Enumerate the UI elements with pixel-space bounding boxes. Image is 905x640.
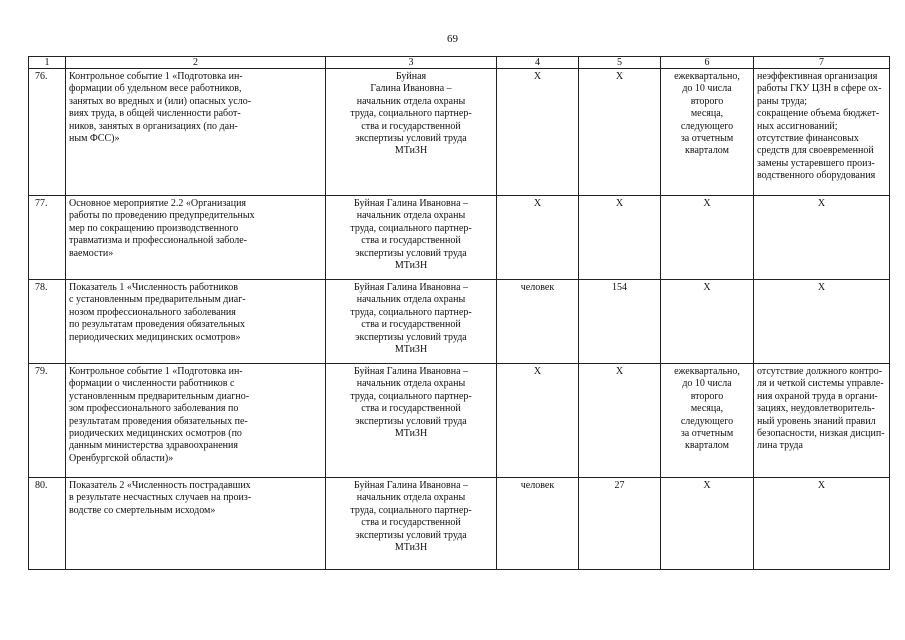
measures-table xyxy=(28,56,890,570)
column-header-3: 3 xyxy=(326,57,497,69)
responsible-person: Буйная Галина Ивановна – начальник отдела охраны труда, социального партнер- ства и государственной экспертизы условий труда МТиЗН xyxy=(326,478,497,570)
timing-cell: Х xyxy=(661,196,754,280)
row-number: 77. xyxy=(29,196,66,280)
page-number: 69 xyxy=(447,33,458,45)
timing-cell: ежеквартально, до 10 числа второго месяца, следующего за отчетным кварталом xyxy=(661,69,754,196)
timing-cell: ежеквартально, до 10 числа второго месяца, следующего за отчетным кварталом xyxy=(661,364,754,478)
column-header-7: 7 xyxy=(754,57,890,69)
unit-cell: Х xyxy=(497,364,579,478)
responsible-person: Буйная Галина Ивановна – начальник отдела охраны труда, социального партнер- ства и государственной экспертизы условий труда МТиЗН xyxy=(326,196,497,280)
header-row xyxy=(29,57,890,69)
unit-cell: человек xyxy=(497,280,579,364)
value-cell: 154 xyxy=(579,280,661,364)
measure-description: Контрольное событие 1 «Подготовка ин- формации о численности работников с установленным предварительным диагно- зом профессионального заболевания по результатам проведения обязательных пе- риодических медицинских осмотров (по данным министерства здравоохранения Оренбургской области)» xyxy=(66,364,326,478)
measure-description: Основное мероприятие 2.2 «Организация работы по проведению предупредительных мер по сокращению производственного травматизма и профессиональной заболе- ваемости» xyxy=(66,196,326,280)
table-row xyxy=(29,478,890,570)
timing-cell: Х xyxy=(661,478,754,570)
timing-cell: Х xyxy=(661,280,754,364)
responsible-person: Буйная Галина Ивановна – начальник отдела охраны труда, социального партнер- ства и государственной экспертизы условий труда МТиЗН xyxy=(326,69,497,196)
responsible-person: Буйная Галина Ивановна – начальник отдела охраны труда, социального партнер- ства и государственной экспертизы условий труда МТиЗН xyxy=(326,280,497,364)
column-header-5: 5 xyxy=(579,57,661,69)
row-number: 76. xyxy=(29,69,66,196)
table-row xyxy=(29,196,890,280)
risks-cell: Х xyxy=(754,196,890,280)
risks-cell: неэффективная организация работы ГКУ ЦЗН в сфере ох- раны труда; сокращение объема бюджет- ных ассигнований; отсутствие финансовых средств для своевременной замены устаревшего произ- водственного оборудования xyxy=(754,69,890,196)
table-body xyxy=(29,69,890,570)
value-cell: Х xyxy=(579,364,661,478)
unit-cell: Х xyxy=(497,196,579,280)
responsible-person: Буйная Галина Ивановна – начальник отдела охраны труда, социального партнер- ства и государственной экспертизы условий труда МТиЗН xyxy=(326,364,497,478)
column-header-2: 2 xyxy=(66,57,326,69)
risks-cell: Х xyxy=(754,478,890,570)
row-number: 78. xyxy=(29,280,66,364)
table-row xyxy=(29,69,890,196)
table-row xyxy=(29,364,890,478)
risks-cell: отсутствие должного контро- ля и четкой системы управле- ния охраной труда в органи- зациях, неудовлетворитель- ный уровень знаний правил безопасности, низкая дисцип- лина труда xyxy=(754,364,890,478)
row-number: 80. xyxy=(29,478,66,570)
measure-description: Показатель 1 «Численность работников с установленным предварительным диаг- нозом профессионального заболевания по результатам проведения обязательных периодических медицинских осмотров» xyxy=(66,280,326,364)
row-number: 79. xyxy=(29,364,66,478)
table-row xyxy=(29,280,890,364)
unit-cell: Х xyxy=(497,69,579,196)
column-header-4: 4 xyxy=(497,57,579,69)
unit-cell: человек xyxy=(497,478,579,570)
value-cell: Х xyxy=(579,196,661,280)
table-header xyxy=(29,57,890,69)
risks-cell: Х xyxy=(754,280,890,364)
measure-description: Показатель 2 «Численность пострадавших в результате несчастных случаев на произ- водстве со смертельным исходом» xyxy=(66,478,326,570)
column-header-6: 6 xyxy=(661,57,754,69)
value-cell: Х xyxy=(579,69,661,196)
column-header-1: 1 xyxy=(29,57,66,69)
value-cell: 27 xyxy=(579,478,661,570)
measure-description: Контрольное событие 1 «Подготовка ин- формации об удельном весе работников, занятых во вредных и (или) опасных усло- виях труда, в общей численности работ- ников, занятых в организациях (по дан- ным ФСС)» xyxy=(66,69,326,196)
